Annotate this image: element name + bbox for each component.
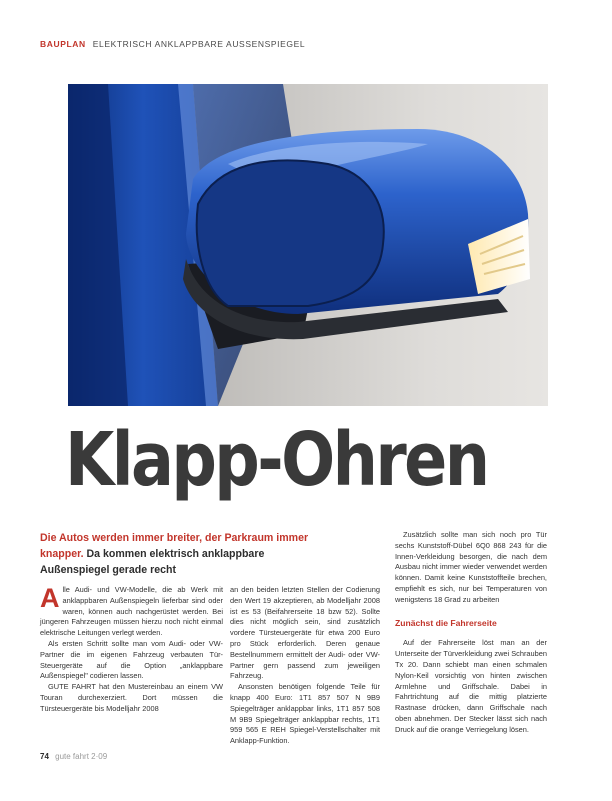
column-2-paragraph-2: Ansonsten benötigen folgende Teile für knapp 400 Euro: 1T1 857 507 N 9B9 Spiegelträger anklappbar links, 1T1 857 508 M 9B9 Spiegelträger anklappbar rechts, 1T1 959 565 E REH Spiegel-Verstellschalter mit Anklapp-Funktion.: [230, 682, 380, 746]
topic-label: ELEKTRISCH ANKLAPPBARE AUSSENSPIEGEL: [92, 39, 306, 49]
column-2: [230, 585, 380, 747]
page-footer: [40, 752, 107, 761]
car-mirror-photo: [68, 84, 548, 406]
column-1-paragraph-1: [40, 585, 223, 639]
page-number: 74: [40, 752, 49, 761]
column-1-paragraph-3: GUTE FAHRT hat den Mustereinbau an einem VW Touran durchexerziert. Dort müssen die Türsteuergeräte bis Modelljahr 2008: [40, 682, 223, 713]
section-label: BAUPLAN: [40, 39, 86, 49]
column-3: [395, 530, 547, 736]
column-1-paragraph-2: Als ersten Schritt sollte man vom Audi- oder VW-Partner die im eigenen Fahrzeug verbauten Tür-Steuergeräte auf die Option „anklappbare Außenspiegel" codieren lassen.: [40, 638, 223, 681]
column-3-paragraph-1: Zusätzlich sollte man sich noch pro Tür sechs Kunststoff-Dübel 6Q0 868 243 für die Innen-Verkleidung besorgen, die nach dem Ausbau nicht immer wieder verwendet werden können. Damit keine Kunststoffteile brechen, empfiehlt es sich, nur bei Temperaturen von wenigstens 18 Grad zu arbeiten: [395, 530, 547, 604]
column-3-paragraph-2: Auf der Fahrerseite löst man an der Unterseite der Türverkleidung zwei Schrauben Tx 20. Dann schiebt man einen schmalen Nylon-Keil vorsichtig von hinten zwischen Armlehne und Griffschale. Dabei in Fahrtrichtung auf die mittig platzierte Rastnase drücken, dann Griffschale nach oben abnehmen. Der Stecker lässt sich nach Druck auf die orange Verriegelung lösen.: [395, 638, 547, 734]
headline: Klapp-Ohren: [65, 417, 488, 503]
side-mirror-illustration: [68, 84, 548, 406]
column-1-paragraph-1-text: lle Audi- und VW-Modelle, die ab Werk mit anklappbaren Außenspiegeln lieferbar sind oder waren, können auch nachgerüstet werden. Bei jüngeren Fahrzeugen müssen hierzu noch nicht einmal elektrische Leitungen verlegt werden.: [40, 585, 223, 638]
magazine-issue: gute fahrt 2·09: [55, 752, 108, 761]
column-2-paragraph-1: an den beiden letzten Stellen der Codierung den Wert 19 akzeptieren, ab Modelljahr 2008 ist es 53 (Beifahrerseite 18 bzw 52). Sollte dies nicht möglich sein, sind zusätzlich vordere Türsteuergeräte für etwa 200 Euro pro Stück erforderlich. Deren genaue Bestellnummern ermittelt der Audi- oder VW-Partner gern passend zum jeweiligen Fahrzeug.: [230, 585, 380, 681]
lead-paragraph: [40, 530, 330, 578]
drop-cap: A: [40, 583, 60, 613]
subheading: Zunächst die Fahrerseite: [395, 617, 497, 628]
column-1: [40, 585, 223, 715]
page-header: [40, 39, 305, 49]
lead-rest: Da kommen elektrisch anklappbare Außenspiegel gerade recht: [40, 548, 265, 576]
lead-highlight: Die Autos werden immer breiter, der Parkraum immer knapper.: [40, 532, 309, 560]
